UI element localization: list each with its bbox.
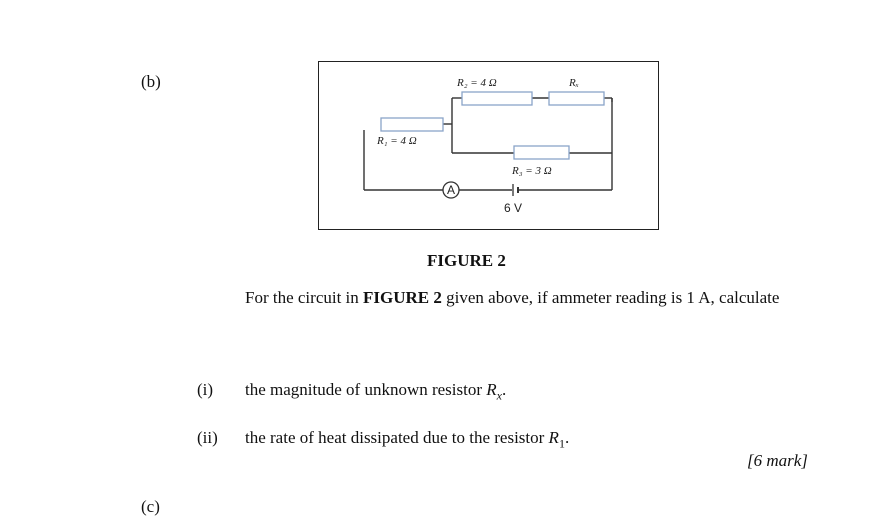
question-text-before: For the circuit in	[245, 288, 364, 307]
label-rx: Rₓ	[569, 77, 579, 89]
circuit-diagram	[319, 62, 660, 231]
subquestion-1-subscript: x	[496, 388, 502, 403]
subquestion-1-symbol: R	[486, 380, 497, 399]
subquestion-2-subscript: 1	[558, 436, 565, 451]
part-c-label: (c)	[141, 497, 160, 516]
resistor-r1	[381, 118, 443, 131]
question-stem	[245, 287, 820, 309]
subquestion-2-symbol: R	[548, 428, 559, 447]
label-r3: R₃ = 3 Ω	[512, 165, 552, 177]
battery-icon	[513, 184, 518, 196]
question-text-after: given above, if ammeter reading is 1 A, calculate	[441, 288, 780, 307]
resistor-r2	[462, 92, 532, 105]
part-b-label: (b)	[141, 72, 161, 91]
resistor-r3	[514, 146, 569, 159]
circuit-figure	[318, 61, 659, 230]
subquestion-1-text: the magnitude of unknown resistor $R_x$.	[245, 380, 507, 403]
subquestion-1-number: (i)	[197, 380, 214, 399]
subquestion-2-text: the rate of heat dissipated due to the resistor $R_1$.	[245, 428, 570, 451]
subquestion-2-number: (ii)	[197, 428, 218, 447]
figure-reference: FIGURE 2	[363, 288, 442, 307]
marks-label: [6 mark]	[747, 451, 808, 470]
label-r1: R₁ = 4 Ω	[377, 135, 417, 147]
label-battery: 6 V	[504, 201, 523, 215]
ammeter-label: A	[446, 183, 456, 197]
figure-caption: FIGURE 2	[427, 251, 506, 270]
label-r2: R₂ = 4 Ω	[457, 77, 497, 89]
resistor-rx	[549, 92, 604, 105]
